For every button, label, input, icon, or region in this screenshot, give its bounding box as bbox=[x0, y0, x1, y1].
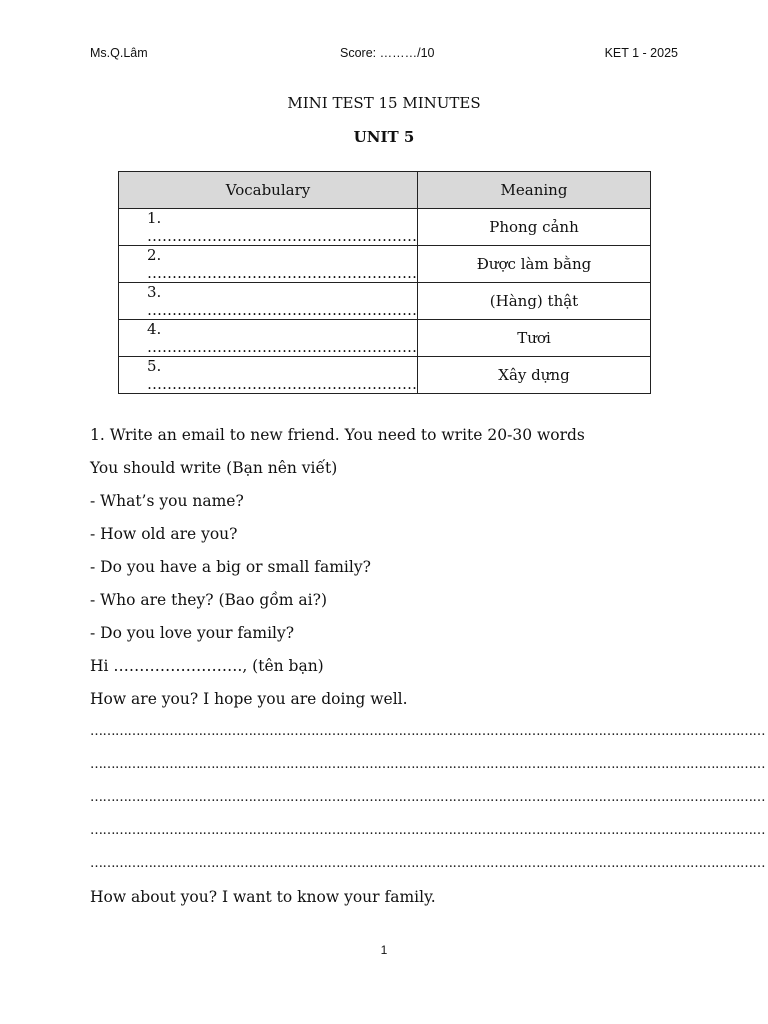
vocabulary-cell[interactable] bbox=[119, 357, 418, 394]
page-header bbox=[90, 46, 678, 64]
answer-blank: ……………………………………………… bbox=[147, 338, 417, 356]
writing-blank-line[interactable]: ……………………………………………………………………………………………………………………………………………… bbox=[90, 757, 765, 772]
prompt-item: - Do you have a big or small family? bbox=[90, 558, 371, 576]
row-number: 5. bbox=[147, 357, 162, 375]
prompt-item: - How old are you? bbox=[90, 525, 238, 543]
email-greeting: Hi ……………………., (tên bạn) bbox=[90, 657, 324, 675]
meaning-cell: Xây dựng bbox=[418, 357, 651, 394]
vocabulary-cell[interactable] bbox=[119, 209, 418, 246]
email-closing: How about you? I want to know your family. bbox=[90, 888, 436, 906]
meaning-cell: Được làm bằng bbox=[418, 246, 651, 283]
page-number: 1 bbox=[380, 943, 388, 957]
table-row bbox=[119, 357, 651, 394]
writing-blank-line[interactable]: ……………………………………………………………………………………………………………………………………………… bbox=[90, 724, 765, 739]
row-number: 3. bbox=[147, 283, 162, 301]
vocabulary-cell[interactable] bbox=[119, 320, 418, 357]
writing-blank-line[interactable]: ……………………………………………………………………………………………………………………………………………… bbox=[90, 790, 765, 805]
unit-title: UNIT 5 bbox=[353, 128, 415, 146]
task-instruction: 1. Write an email to new friend. You need to write 20-30 words bbox=[90, 426, 585, 444]
prompt-item: - Do you love your family? bbox=[90, 624, 295, 642]
email-opening: How are you? I hope you are doing well. bbox=[90, 690, 408, 708]
writing-blank-line[interactable]: ……………………………………………………………………………………………………………………………………………… bbox=[90, 823, 765, 838]
test-title: MINI TEST 15 MINUTES bbox=[287, 94, 481, 112]
vocabulary-cell[interactable] bbox=[119, 283, 418, 320]
writing-task bbox=[90, 423, 765, 918]
row-number: 1. bbox=[147, 209, 162, 227]
prompt-item: - What’s you name? bbox=[90, 492, 244, 510]
column-header-meaning: Meaning bbox=[418, 172, 651, 209]
meaning-cell: Tươi bbox=[418, 320, 651, 357]
meaning-cell: (Hàng) thật bbox=[418, 283, 651, 320]
vocabulary-cell[interactable] bbox=[119, 246, 418, 283]
row-number: 4. bbox=[147, 320, 162, 338]
answer-blank: ……………………………………………… bbox=[147, 375, 417, 393]
column-header-vocabulary: Vocabulary bbox=[119, 172, 418, 209]
vocabulary-table bbox=[118, 171, 651, 394]
table-row bbox=[119, 246, 651, 283]
table-row bbox=[119, 209, 651, 246]
teacher-name: Ms.Q.Lâm bbox=[90, 46, 148, 60]
task-guidance: You should write (Bạn nên viết) bbox=[90, 459, 338, 477]
answer-blank: ……………………………………………… bbox=[147, 301, 417, 319]
table-row bbox=[119, 320, 651, 357]
course-label: KET 1 - 2025 bbox=[604, 46, 678, 60]
table-row bbox=[119, 283, 651, 320]
answer-blank: ……………………………………………… bbox=[147, 227, 417, 245]
score-field: Score: ………/10 bbox=[340, 46, 435, 60]
writing-blank-line[interactable]: ……………………………………………………………………………………………………………………………………………… bbox=[90, 856, 765, 871]
row-number: 2. bbox=[147, 246, 162, 264]
meaning-cell: Phong cảnh bbox=[418, 209, 651, 246]
prompt-item: - Who are they? (Bao gồm ai?) bbox=[90, 591, 327, 609]
answer-blank: ……………………………………………… bbox=[147, 264, 417, 282]
table-header-row bbox=[119, 172, 651, 209]
